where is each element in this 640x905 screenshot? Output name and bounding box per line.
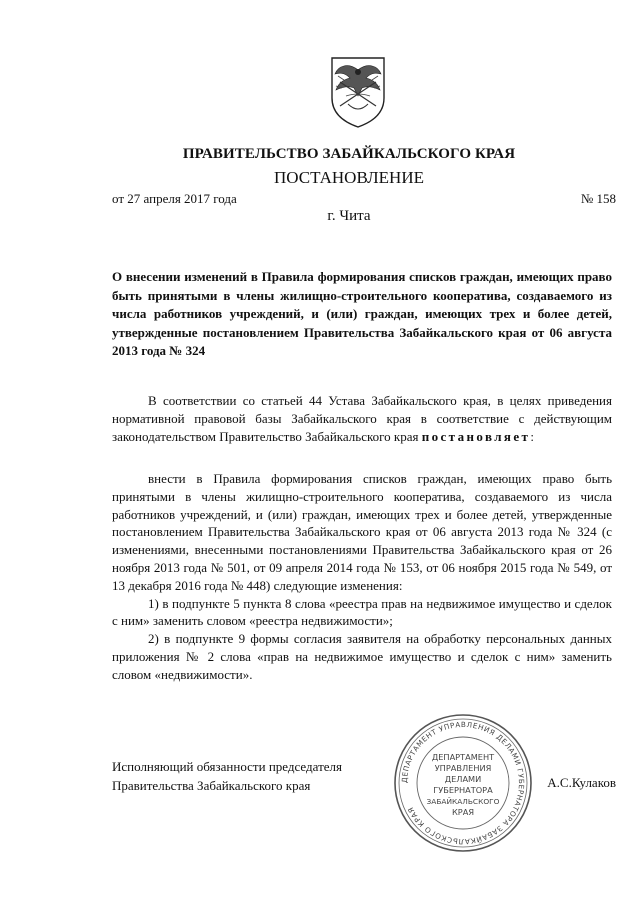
preamble-text: В соответствии со статьей 44 Устава Забайкальского края, в целях приведения нормативной правовой базы Забайкальского края в соответствие с действующим законодательством Правительство Забайкальского края: [112, 393, 612, 444]
official-stamp: [392, 712, 534, 854]
signatory-position: [112, 757, 342, 795]
signatory-position-line2: Правительства Забайкальского края: [112, 778, 311, 793]
document-city: г. Чита: [327, 208, 371, 224]
resolves-punctuation: :: [530, 428, 534, 444]
stamp-center-line-2: УПРАВЛЕНИЯ: [434, 763, 492, 773]
resolves-word: постановляет: [421, 428, 531, 444]
change-item-2: 2) в подпункте 9 формы согласия заявителя на обработку персональных данных приложения № 2 слова «прав на недвижимое имущество и сделок с ним» заменить словом «недвижимости».: [112, 631, 612, 682]
stamp-ring-text: ДЕПАРТАМЕНТ УПРАВЛЕНИЯ ДЕЛАМИ ГУБЕРНАТОРА ЗАБАЙКАЛЬСКОГО КРАЯ: [399, 719, 527, 847]
change-item-1: 1) в подпункте 5 пункта 8 слова «реестра прав на недвижимое имущество и сделок с ним» заменить словом «реестра недвижимости»;: [112, 595, 612, 629]
document-date: от 27 апреля 2017 года: [112, 191, 237, 206]
resolution-intro: внести в Правила формирования списков граждан, имеющих право быть принятыми в члены жилищно-строительного кооператива, создаваемого из числа работников учреждений, и (или) граждан, имеющих трех и более детей, утвержденные постановлением Правительства Забайкальского края от 06 августа 2013 года № 324 (с изменениями, внесенными постановлениями Правительства Забайкальского края от 26 ноября 2013 года № 501, от 09 апреля 2014 года № 153, от 06 ноября 2015 года № 549, от 13 декабря 2016 года № 448) следующие изменения:: [112, 471, 612, 593]
stamp-center-line-3: ДЕЛАМИ: [444, 774, 482, 784]
stamp-center-line-4: ГУБЕРНАТОРА: [433, 785, 493, 795]
signatory-position-line1: Исполняющий обязанности председателя: [112, 759, 342, 774]
signatory-name: А.С.Кулаков: [547, 775, 616, 790]
document-number: № 158: [580, 191, 616, 206]
stamp-center-line-1: ДЕПАРТАМЕНТ: [431, 752, 495, 762]
preamble-paragraph: [112, 392, 612, 445]
organization-title: ПРАВИТЕЛЬСТВО ЗАБАЙКАЛЬСКОГО КРАЯ: [182, 146, 516, 162]
stamp-center-line-6: КРАЯ: [451, 807, 475, 817]
stamp-center-line-5: ЗАБАЙКАЛЬСКОГО: [426, 797, 500, 806]
coat-of-arms-icon: [326, 52, 390, 130]
document-subject: О внесении изменений в Правила формирования списков граждан, имеющих право быть принятыми в члены жилищно-строительного кооператива, создаваемого из числа работников учреждений, и (или) граждан, имеющих трех и более детей, утвержденные постановлением Правительства Забайкальского края от 06 августа 2013 года № 324: [112, 269, 612, 359]
resolution-body: [112, 470, 612, 684]
document-type: ПОСТАНОВЛЕНИЕ: [273, 168, 424, 187]
